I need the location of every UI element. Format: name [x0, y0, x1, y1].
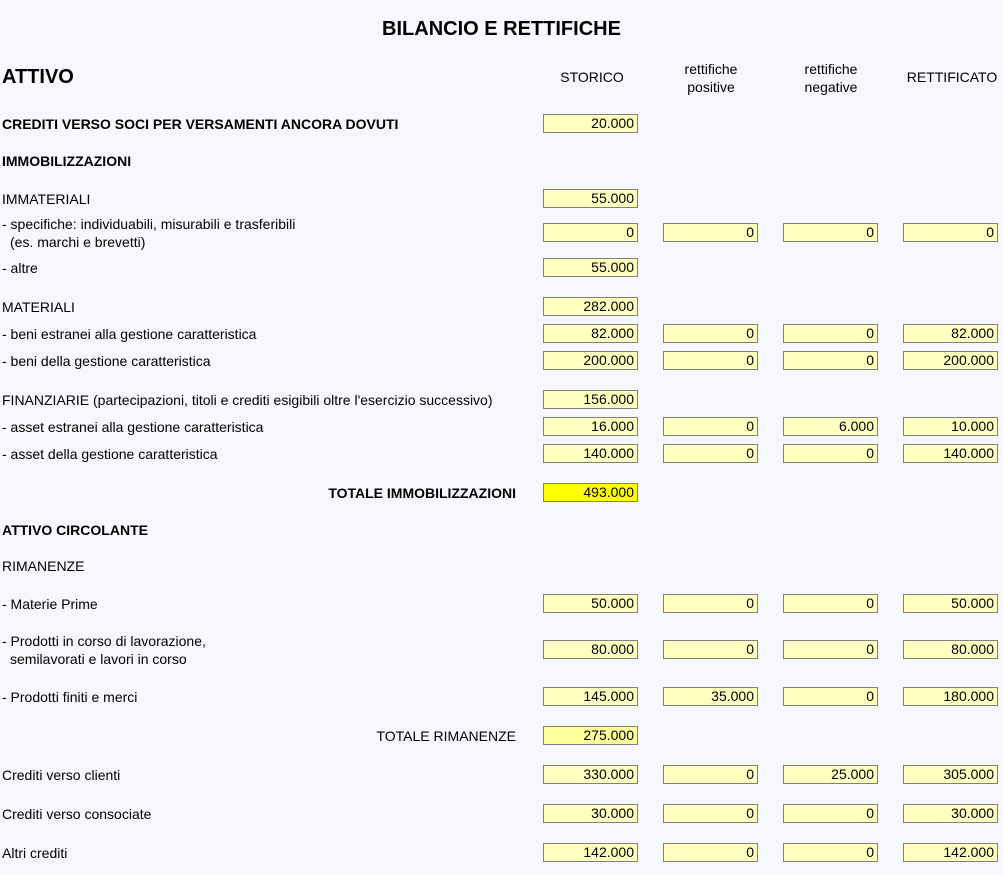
row-label-immobilizzazioni: IMMOBILIZZAZIONI	[2, 153, 132, 169]
cell-prodotti-corso-rettifiche-negative[interactable]: 0	[783, 640, 878, 659]
cell-beni-estranei-rettificato[interactable]: 82.000	[903, 324, 998, 343]
cell-altri-crediti-rettifiche-negative[interactable]: 0	[783, 843, 878, 862]
cell-crediti-consociate-rettifiche-negative[interactable]: 0	[783, 804, 878, 823]
row-label-immateriali: IMMATERIALI	[2, 191, 91, 207]
cell-crediti-consociate-rettificato[interactable]: 30.000	[903, 804, 998, 823]
row-label-altri-crediti: Altri crediti	[2, 845, 68, 861]
cell-beni-gestione-rettificato[interactable]: 200.000	[903, 351, 998, 370]
cell-crediti-soci-storico[interactable]: 20.000	[543, 114, 638, 133]
cell-prodotti-finiti-rettificato[interactable]: 180.000	[903, 687, 998, 706]
cell-prodotti-corso-rettifiche-positive[interactable]: 0	[663, 640, 758, 659]
cell-specifiche-rettifiche-negative[interactable]: 0	[783, 223, 878, 242]
row-label-crediti-clienti: Crediti verso clienti	[2, 767, 121, 783]
cell-crediti-clienti-storico[interactable]: 330.000	[543, 765, 638, 784]
cell-beni-estranei-storico[interactable]: 82.000	[543, 324, 638, 343]
cell-crediti-clienti-rettifiche-negative[interactable]: 25.000	[783, 765, 878, 784]
cell-asset-estranei-rettifiche-positive[interactable]: 0	[663, 417, 758, 436]
cell-altre-storico[interactable]: 55.000	[543, 258, 638, 277]
cell-specifiche-rettifiche-positive[interactable]: 0	[663, 223, 758, 242]
cell-crediti-consociate-storico[interactable]: 30.000	[543, 804, 638, 823]
row-label-rimanenze: RIMANENZE	[2, 558, 85, 574]
cell-materie-prime-storico[interactable]: 50.000	[543, 594, 638, 613]
col-header-rettifiche-negative: rettifiche negative	[804, 61, 858, 95]
row-label-altre: - altre	[2, 260, 38, 276]
cell-materiali-storico[interactable]: 282.000	[543, 297, 638, 316]
cell-beni-gestione-rettifiche-negative[interactable]: 0	[783, 351, 878, 370]
section-heading: ATTIVO	[2, 66, 74, 88]
cell-crediti-clienti-rettifiche-positive[interactable]: 0	[663, 765, 758, 784]
col-header-rettificato: RETTIFICATO	[906, 69, 998, 85]
row-label-beni-estranei: - beni estranei alla gestione caratteristica	[2, 326, 257, 342]
col-header-rettifiche-positive: rettifiche positive	[684, 61, 738, 95]
cell-asset-gestione-storico[interactable]: 140.000	[543, 444, 638, 463]
cell-specifiche-rettificato[interactable]: 0	[903, 223, 998, 242]
cell-totale-rimanenze-storico[interactable]: 275.000	[543, 726, 638, 745]
cell-finanziarie-storico[interactable]: 156.000	[543, 390, 638, 409]
cell-prodotti-finiti-rettifiche-positive[interactable]: 35.000	[663, 687, 758, 706]
cell-prodotti-corso-rettificato[interactable]: 80.000	[903, 640, 998, 659]
cell-asset-gestione-rettifiche-positive[interactable]: 0	[663, 444, 758, 463]
cell-immateriali-storico[interactable]: 55.000	[543, 189, 638, 208]
cell-materie-prime-rettificato[interactable]: 50.000	[903, 594, 998, 613]
cell-beni-gestione-rettifiche-positive[interactable]: 0	[663, 351, 758, 370]
col-header-storico: STORICO	[560, 69, 624, 85]
row-label-crediti-consociate: Crediti verso consociate	[2, 806, 152, 822]
cell-prodotti-corso-storico[interactable]: 80.000	[543, 640, 638, 659]
cell-materie-prime-rettifiche-positive[interactable]: 0	[663, 594, 758, 613]
row-label-crediti-soci: CREDITI VERSO SOCI PER VERSAMENTI ANCORA DOVUTI	[2, 116, 399, 132]
cell-asset-estranei-rettifiche-negative[interactable]: 6.000	[783, 417, 878, 436]
cell-prodotti-finiti-storico[interactable]: 145.000	[543, 687, 638, 706]
page-title: BILANCIO E RETTIFICHE	[382, 18, 621, 40]
cell-beni-estranei-rettifiche-positive[interactable]: 0	[663, 324, 758, 343]
cell-altri-crediti-rettificato[interactable]: 142.000	[903, 843, 998, 862]
row-label-prodotti-corso: - Prodotti in corso di lavorazione, semilavorati e lavori in corso	[2, 633, 206, 667]
cell-beni-estranei-rettifiche-negative[interactable]: 0	[783, 324, 878, 343]
row-label-materie-prime: - Materie Prime	[2, 596, 98, 612]
row-label-asset-estranei: - asset estranei alla gestione caratteristica	[2, 419, 264, 435]
row-label-beni-gestione: - beni della gestione caratteristica	[2, 353, 211, 369]
row-label-asset-gestione: - asset della gestione caratteristica	[2, 446, 218, 462]
cell-altri-crediti-storico[interactable]: 142.000	[543, 843, 638, 862]
cell-asset-gestione-rettifiche-negative[interactable]: 0	[783, 444, 878, 463]
cell-asset-gestione-rettificato[interactable]: 140.000	[903, 444, 998, 463]
row-label-prodotti-finiti: - Prodotti finiti e merci	[2, 689, 138, 705]
cell-crediti-clienti-rettificato[interactable]: 305.000	[903, 765, 998, 784]
row-label-attivo-circolante: ATTIVO CIRCOLANTE	[2, 522, 148, 538]
cell-altri-crediti-rettifiche-positive[interactable]: 0	[663, 843, 758, 862]
cell-prodotti-finiti-rettifiche-negative[interactable]: 0	[783, 687, 878, 706]
row-label-totale-immobilizzazioni: TOTALE IMMOBILIZZAZIONI	[328, 485, 516, 501]
row-label-finanziarie: FINANZIARIE (partecipazioni, titoli e crediti esigibili oltre l'esercizio successivo)	[2, 392, 493, 408]
row-label-specifiche: - specifiche: individuabili, misurabili e trasferibili (es. marchi e brevetti)	[2, 216, 296, 250]
cell-asset-estranei-storico[interactable]: 16.000	[543, 417, 638, 436]
cell-beni-gestione-storico[interactable]: 200.000	[543, 351, 638, 370]
cell-crediti-consociate-rettifiche-positive[interactable]: 0	[663, 804, 758, 823]
cell-asset-estranei-rettificato[interactable]: 10.000	[903, 417, 998, 436]
row-label-materiali: MATERIALI	[2, 299, 75, 315]
cell-specifiche-storico[interactable]: 0	[543, 223, 638, 242]
row-label-totale-rimanenze: TOTALE RIMANENZE	[376, 728, 516, 744]
cell-materie-prime-rettifiche-negative[interactable]: 0	[783, 594, 878, 613]
cell-totale-immobilizzazioni-storico[interactable]: 493.000	[543, 483, 638, 502]
